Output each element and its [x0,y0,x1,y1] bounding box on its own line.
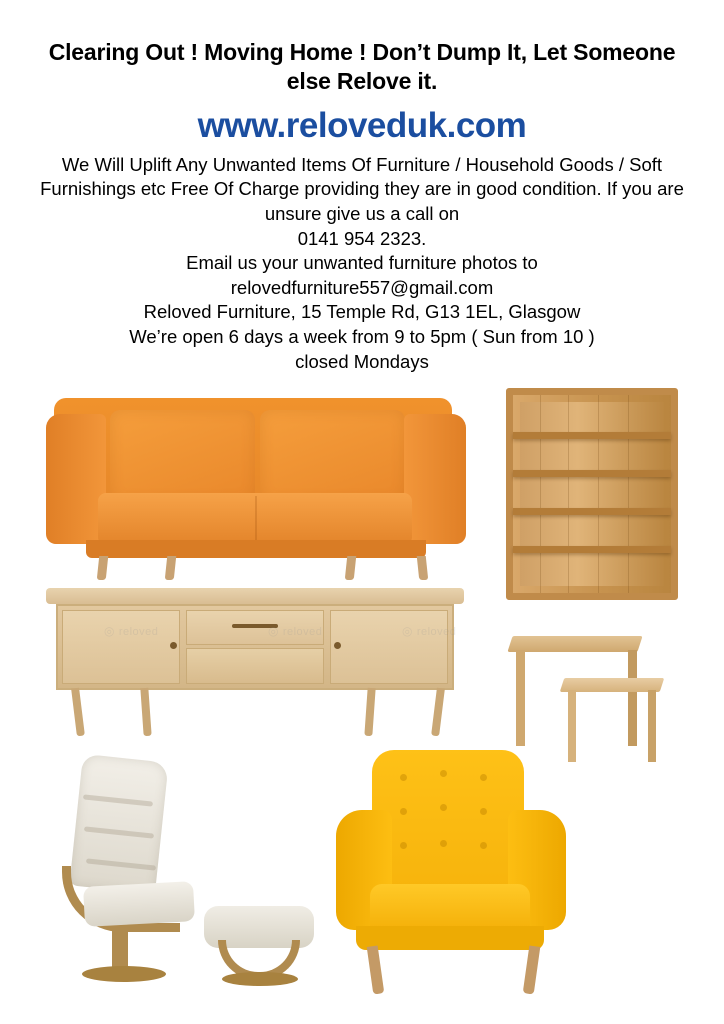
large-table-leg [516,650,525,746]
large-table-leg [628,650,637,746]
bookcase-wood-grain [540,395,541,593]
bookcase-wood-grain [568,395,569,593]
sideboard-leg [364,688,375,736]
recliner-base [82,966,166,982]
yellow-buttoned-armchair-photo [330,750,580,1010]
sofa-leg [345,556,357,580]
footstool-base [222,972,298,986]
cream-recliner-and-footstool-photo [36,758,316,1006]
sideboard-drawer-pull [232,624,278,628]
opening-hours: We’re open 6 days a week from 9 to 5pm ( Sun from 10 ) [129,326,595,348]
intro-paragraph: We Will Uplift Any Unwanted Items Of Furniture / Household Goods / Soft Furnishings etc Free Of Charge providing they are in good condition. If you are unsure give us a call on [40,153,684,225]
bookcase-shelf [513,470,671,477]
product-photo-collage [0,388,724,1013]
recliner-seat-cushion [83,881,195,927]
bookcase-frame [506,388,678,600]
closed-days: closed Mondays [295,350,429,372]
page-title: Clearing Out ! Moving Home ! Don’t Dump It, Let Someone else Relove it. [48,39,676,95]
sofa-arm-right [404,414,466,544]
armchair-leg [523,946,541,995]
sofa-leg [97,556,109,580]
watermark: ◎ reloved [104,624,158,638]
sideboard-drawer-bottom [186,648,324,684]
sideboard-leg [140,688,151,736]
sofa-base-skirt [86,540,426,558]
armchair-backrest [372,750,524,890]
large-table-top [507,636,642,652]
sofa-leg [165,556,177,580]
recliner-swivel-column [112,926,128,970]
website-link[interactable]: www.reloveduk.com [197,105,527,145]
orange-two-seater-sofa-photo [46,390,466,580]
bookcase-shelf [513,432,671,439]
watermark: ◎ reloved [402,624,456,638]
bookcase-shelf [513,508,671,515]
sideboard-top [46,588,464,604]
small-table-leg [648,690,656,762]
sideboard-door-right [330,610,448,684]
sofa-seat-divider [255,496,257,542]
armchair-base-skirt [356,926,544,950]
email-address[interactable]: relovedfurniture557@gmail.com [230,276,494,298]
pine-bookcase-photo [506,388,678,600]
phone-number[interactable]: 0141 954 2323. [297,227,427,249]
watermark: ◎ reloved [268,624,322,638]
sideboard-leg [71,688,85,737]
sofa-back-cushion-right [260,410,405,502]
email-instruction: Email us your unwanted furniture photos to [186,252,538,274]
shop-address: Reloved Furniture, 15 Temple Rd, G13 1EL, Glasgow [143,301,581,323]
bookcase-wood-grain [598,395,599,593]
bookcase-shelf [513,546,671,553]
bookcase-wood-grain [628,395,629,593]
armchair-leg [367,946,385,995]
body-copy [0,153,724,374]
sofa-leg [417,556,429,580]
sideboard-door-left [62,610,180,684]
bookcase-back-panel [520,402,664,586]
sideboard-leg [431,688,445,737]
sofa-arm-left [46,414,106,544]
oak-sideboard-photo [46,588,464,738]
sofa-back-cushion-left [110,410,255,502]
